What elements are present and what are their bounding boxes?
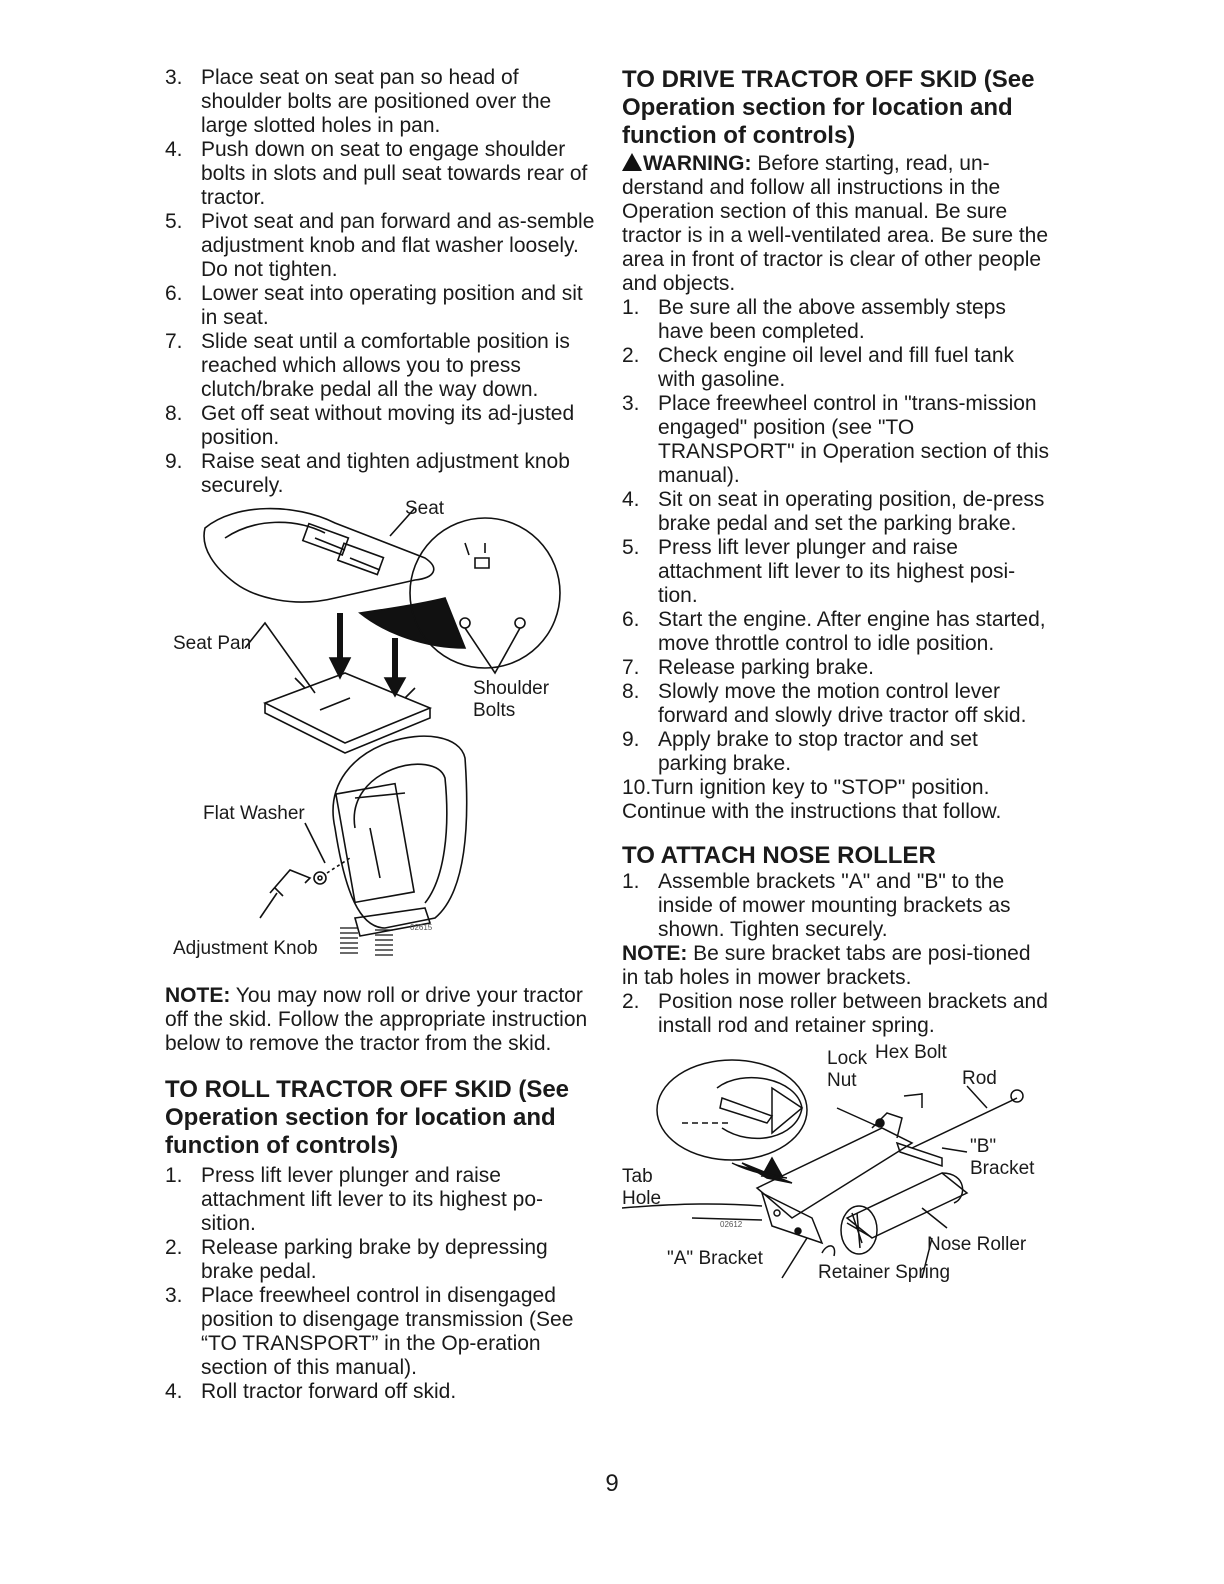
list-item: 4. Push down on seat to engage shoulder bolts in slots and pull seat towards rear of tractor. (165, 138, 588, 209)
lock-nut-label-line2: Nut (827, 1070, 857, 1091)
tab-hole-label-line2: Hole (622, 1188, 662, 1209)
warning-label: WARNING: (643, 152, 752, 175)
continue-text: Continue with the instructions that follow. (622, 800, 1002, 823)
drive-tractor-heading: TO DRIVE TRACTOR OFF SKID (See Operation section for location and function of controls) (622, 66, 1035, 149)
list-item: 1. Press lift lever plunger and raise attachment lift lever to its highest po-sition. (165, 1164, 543, 1235)
page-number: 9 (605, 1470, 619, 1497)
list-item: 4. Roll tractor forward off skid. (165, 1380, 457, 1403)
right-column (622, 66, 1052, 1308)
seat-label: Seat (405, 498, 445, 519)
nose-note-text: Be sure bracket tabs are posi-tioned in tab holes in mower brackets. (622, 942, 1031, 989)
seat-steps-list (165, 66, 595, 498)
note-text: You may now roll or drive your tractor off the skid. Follow the appropriate instruction below to remove the tractor from the skid. (165, 984, 588, 1055)
list-item: 8. Slowly move the motion control lever forward and slowly drive tractor off skid. (622, 680, 1027, 727)
nose-roller-figure (622, 1042, 1052, 1308)
warning-icon (622, 153, 642, 171)
list-item: 2. Release parking brake by depressing brake pedal. (165, 1236, 548, 1283)
list-item: 1. Be sure all the above assembly steps have been completed. (622, 296, 1006, 343)
warning-text: Before starting, read, un-derstand and follow all instructions in the Operation section of this manual. Be sure tractor is in a well-ventilated area. Be sure the area in front of tractor is clear of other people and objects. (622, 152, 1049, 295)
nose-note-paragraph (622, 942, 1052, 990)
roll-steps-list (165, 1164, 595, 1404)
b-bracket-label-line1: "B" (970, 1136, 997, 1157)
list-item: 2. Check engine oil level and fill fuel tank with gasoline. (622, 344, 1015, 391)
list-item: 9. Raise seat and tighten adjustment knob securely. (165, 450, 570, 497)
rod-label: Rod (962, 1068, 997, 1089)
list-item: 1. Assemble brackets "A" and "B" to the inside of mower mounting brackets as shown. Tighten securely. (622, 870, 1011, 941)
adjustment-knob-label: Adjustment Knob (173, 938, 318, 959)
flat-washer-label: Flat Washer (203, 803, 305, 824)
nose-note-label: NOTE: (622, 942, 688, 965)
seat-assembly-drawing (165, 498, 595, 978)
seat-assembly-figure (165, 498, 595, 978)
figure-code: 02615 (410, 923, 433, 932)
list-item: 9. Apply brake to stop tractor and set parking brake. (622, 728, 978, 775)
a-bracket-label: "A" Bracket (667, 1248, 763, 1269)
list-item: 6. Start the engine. After engine has started, move throttle control to idle position. (622, 608, 1046, 655)
hex-bolt-label: Hex Bolt (875, 1042, 947, 1063)
lock-nut-label-line1: Lock (827, 1048, 868, 1069)
figure-code: 02612 (720, 1220, 743, 1229)
list-item: 3. Place seat on seat pan so head of shoulder bolts are positioned over the large slotted holes in pan. (165, 66, 552, 137)
list-item: 5. Pivot seat and pan forward and as-semble adjustment knob and flat washer loosely. Do not tighten. (165, 210, 595, 281)
retainer-spring-label: Retainer Spring (818, 1262, 951, 1283)
list-item: 5. Press lift lever plunger and raise attachment lift lever to its highest posi-tion. (622, 536, 1016, 607)
shoulder-bolts-label-line1: Shoulder (473, 678, 550, 699)
list-item: 3. Place freewheel control in disengaged position to disengage transmission (See “TO TRANSPORT” in the Op-eration section of this manual). (165, 1284, 574, 1379)
seat-pan-label: Seat Pan (173, 633, 252, 654)
note-paragraph (165, 984, 595, 1056)
note-label: NOTE: (165, 984, 231, 1007)
step-10: 10.Turn ignition key to "STOP" position. (622, 776, 990, 799)
nose-roller-label: Nose Roller (927, 1234, 1027, 1255)
list-item: 6. Lower seat into operating position and sit in seat. (165, 282, 583, 329)
tab-hole-label-line1: Tab (622, 1166, 653, 1187)
roll-tractor-heading: TO ROLL TRACTOR OFF SKID (See Operation section for location and function of controls) (165, 1076, 570, 1159)
list-item: 3. Place freewheel control in "trans-mission engaged" position (see "TO TRANSPORT" in Operation section of this manual). (622, 392, 1050, 487)
b-bracket-label-line2: Bracket (970, 1158, 1035, 1179)
left-column (165, 66, 595, 1404)
list-item: 2. Position nose roller between brackets and install rod and retainer spring. (622, 990, 1048, 1037)
nose-roller-heading: TO ATTACH NOSE ROLLER (622, 842, 936, 869)
list-item: 8. Get off seat without moving its ad-justed position. (165, 402, 575, 449)
drive-steps-list (622, 296, 1052, 776)
list-item: 7. Slide seat until a comfortable position is reached which allows you to press clutch/brake pedal all the way down. (165, 330, 570, 401)
list-item: 4. Sit on seat in operating position, de-press brake pedal and set the parking brake. (622, 488, 1045, 535)
warning-paragraph (622, 152, 1052, 296)
list-item: 7. Release parking brake. (622, 656, 874, 679)
shoulder-bolts-label-line2: Bolts (473, 700, 516, 721)
